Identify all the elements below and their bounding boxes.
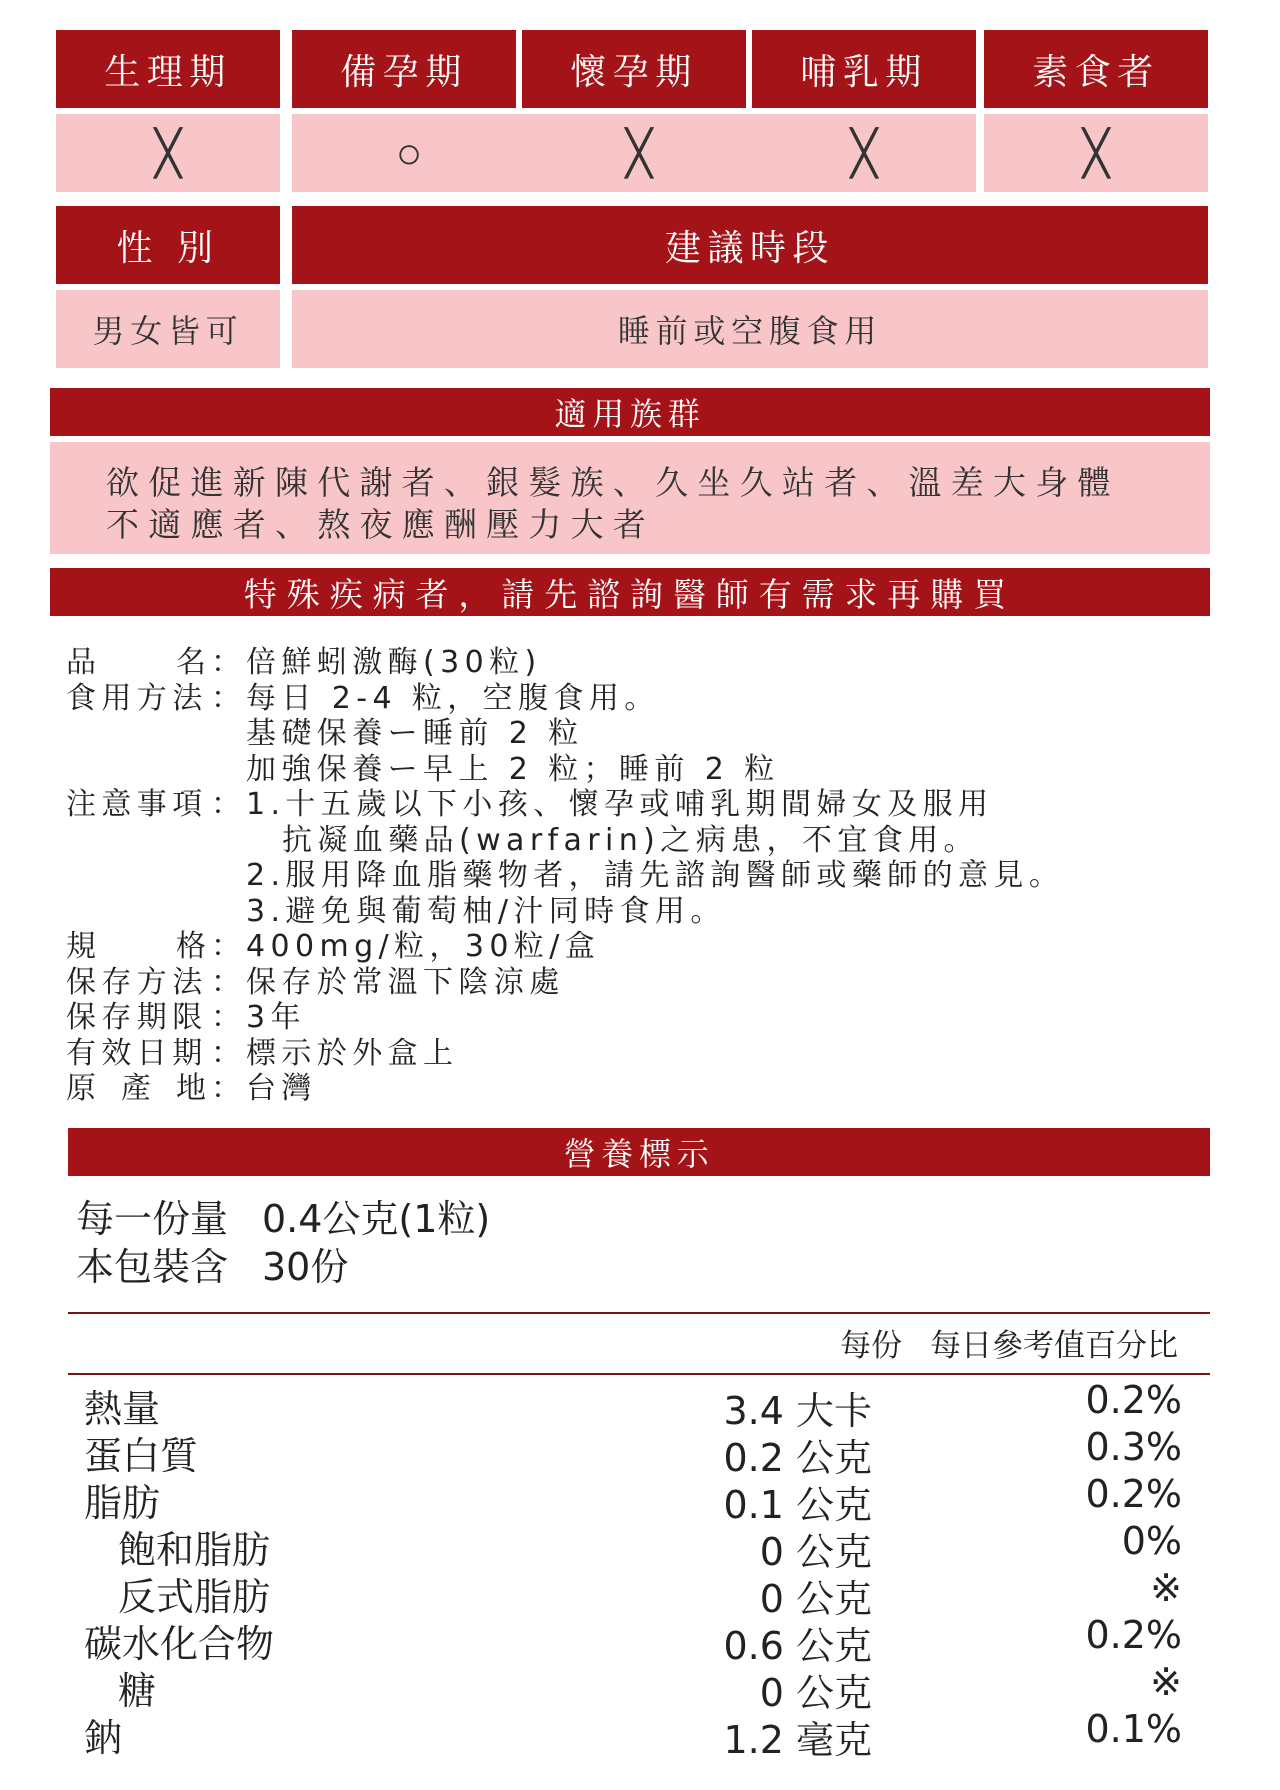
cell-menstrual xyxy=(56,114,280,192)
nutrient-amount: 0 公克 xyxy=(759,1577,872,1621)
spec-value: 400mg/粒，30粒/盒 xyxy=(246,929,601,964)
nutrient-amount: 1.2 毫克 xyxy=(723,1718,872,1762)
pack-label: 本包裝含 xyxy=(76,1245,229,1289)
serving-value: 0.4公克(1粒) xyxy=(262,1197,491,1241)
nutrient-amount: 0.6 公克 xyxy=(723,1624,872,1668)
nutrition-row xyxy=(68,1425,1182,1480)
nutrition-row xyxy=(68,1613,1182,1668)
nutrient-percent: 0.1% xyxy=(1085,1707,1182,1751)
product-info xyxy=(66,645,1064,1107)
cross-mark: ╳ xyxy=(154,127,182,179)
cell-vegetarian xyxy=(984,114,1208,192)
colon: ： xyxy=(211,929,241,964)
cross-mark: ╳ xyxy=(850,127,878,179)
nutrient-percent: 0% xyxy=(1121,1519,1182,1563)
nutrition-top-rule xyxy=(68,1312,1210,1314)
nutrient-name: 碳水化合物 xyxy=(84,1622,275,1666)
header-vegetarian: 素食者 xyxy=(984,30,1208,108)
nutrient-percent: 0.2% xyxy=(1085,1472,1182,1516)
nutrition-row xyxy=(68,1660,1182,1715)
warning-banner: 特殊疾病者，請先諮詢醫師有需求再購買 xyxy=(50,568,1210,616)
per-serving-header: 每份 xyxy=(840,1328,902,1364)
nutrition-row xyxy=(68,1472,1182,1527)
cross-mark: ╳ xyxy=(1082,127,1110,179)
nutrient-name: 蛋白質 xyxy=(84,1434,199,1478)
nutrient-name: 糖 xyxy=(118,1669,157,1713)
nutrition-header-rule xyxy=(68,1373,1210,1375)
nutrition-row xyxy=(68,1566,1182,1621)
shelf-label: 保存期限 xyxy=(66,1000,208,1035)
nutrient-amount: 0.2 公克 xyxy=(723,1436,872,1480)
note-line: 3.避免與葡萄柚/汁同時食用。 xyxy=(246,893,726,929)
colon: ： xyxy=(211,964,241,1000)
serving-label: 每一份量 xyxy=(76,1197,229,1241)
time-label: 建議時段 xyxy=(292,206,1208,284)
origin-value: 台灣 xyxy=(246,1071,317,1106)
header-menstrual: 生理期 xyxy=(56,30,280,108)
expiry-value: 標示於外盒上 xyxy=(246,1035,459,1071)
note-line: 2.服用降血脂藥物者，請先諮詢醫師或藥師的意見。 xyxy=(246,858,1065,893)
nutrition-row xyxy=(68,1378,1182,1433)
gender-value: 男女皆可 xyxy=(56,290,280,368)
circle-mark: ○ xyxy=(395,127,423,179)
nutrient-name: 熱量 xyxy=(84,1387,161,1431)
name-label: 品 名 xyxy=(66,645,206,680)
nutrition-table xyxy=(68,1378,1182,1762)
daily-value-header: 每日參考值百分比 xyxy=(930,1328,1178,1364)
origin-label: 原 產 地 xyxy=(66,1071,206,1106)
colon: ： xyxy=(211,787,241,822)
nutrient-amount: 3.4 大卡 xyxy=(723,1389,872,1433)
gender-label: 性 別 xyxy=(56,206,280,284)
spec-label: 規 格 xyxy=(66,929,206,964)
audience-title: 適用族群 xyxy=(50,388,1210,436)
colon: ： xyxy=(211,1035,241,1071)
nutrient-percent: 0.2% xyxy=(1085,1378,1182,1422)
shelf-value: 3年 xyxy=(246,1000,306,1035)
nutrient-amount: 0 公克 xyxy=(759,1671,872,1715)
time-value: 睡前或空腹食用 xyxy=(292,290,1208,368)
colon: ： xyxy=(211,680,241,716)
nutrient-name: 反式脂肪 xyxy=(118,1575,271,1619)
nutrient-name: 飽和脂肪 xyxy=(118,1528,271,1572)
colon: ： xyxy=(211,1000,241,1035)
nutrient-percent: ※ xyxy=(1150,1566,1182,1610)
product-name: 倍鮮蚓激酶(30粒) xyxy=(246,645,542,680)
header-preconception: 備孕期 xyxy=(292,30,516,108)
serving-info xyxy=(76,1195,490,1291)
nutrient-percent: 0.2% xyxy=(1085,1613,1182,1657)
pack-value: 30份 xyxy=(262,1245,349,1289)
nutrition-title: 營養標示 xyxy=(68,1128,1210,1176)
storage-value: 保存於常溫下陰涼處 xyxy=(246,964,565,1000)
nutrient-name: 脂肪 xyxy=(84,1481,161,1525)
header-pregnancy: 懷孕期 xyxy=(522,30,746,108)
method-line: 加強保養ー早上 2 粒；睡前 2 粒 xyxy=(246,751,780,787)
method-line: 每日 2-4 粒，空腹食用。 xyxy=(246,680,660,716)
nutrient-name: 鈉 xyxy=(84,1716,123,1760)
nutrition-row xyxy=(68,1707,1182,1762)
audience-text: 欲促進新陳代謝者、銀髮族、久坐久站者、溫差大身體不適應者、熬夜應酬壓力大者 xyxy=(50,442,1210,554)
method-line: 基礎保養ー睡前 2 粒 xyxy=(246,716,584,751)
storage-label: 保存方法 xyxy=(66,964,208,1000)
nutrient-amount: 0 公克 xyxy=(759,1530,872,1574)
colon: ： xyxy=(211,645,241,680)
note-line: 1.十五歲以下小孩、懷孕或哺乳期間婦女及服用 xyxy=(246,787,994,822)
expiry-label: 有效日期 xyxy=(66,1035,208,1071)
colon: ： xyxy=(211,1071,241,1106)
cross-mark: ╳ xyxy=(625,127,653,179)
notes-label: 注意事項 xyxy=(66,787,208,822)
nutrient-percent: 0.3% xyxy=(1085,1425,1182,1469)
header-breastfeeding: 哺乳期 xyxy=(752,30,976,108)
nutrition-row xyxy=(68,1519,1182,1574)
note-line: 抗凝血藥品(warfarin)之病患，不宜食用。 xyxy=(282,822,979,858)
nutrient-amount: 0.1 公克 xyxy=(723,1483,872,1527)
nutrient-percent: ※ xyxy=(1150,1660,1182,1704)
method-label: 食用方法 xyxy=(66,680,208,716)
